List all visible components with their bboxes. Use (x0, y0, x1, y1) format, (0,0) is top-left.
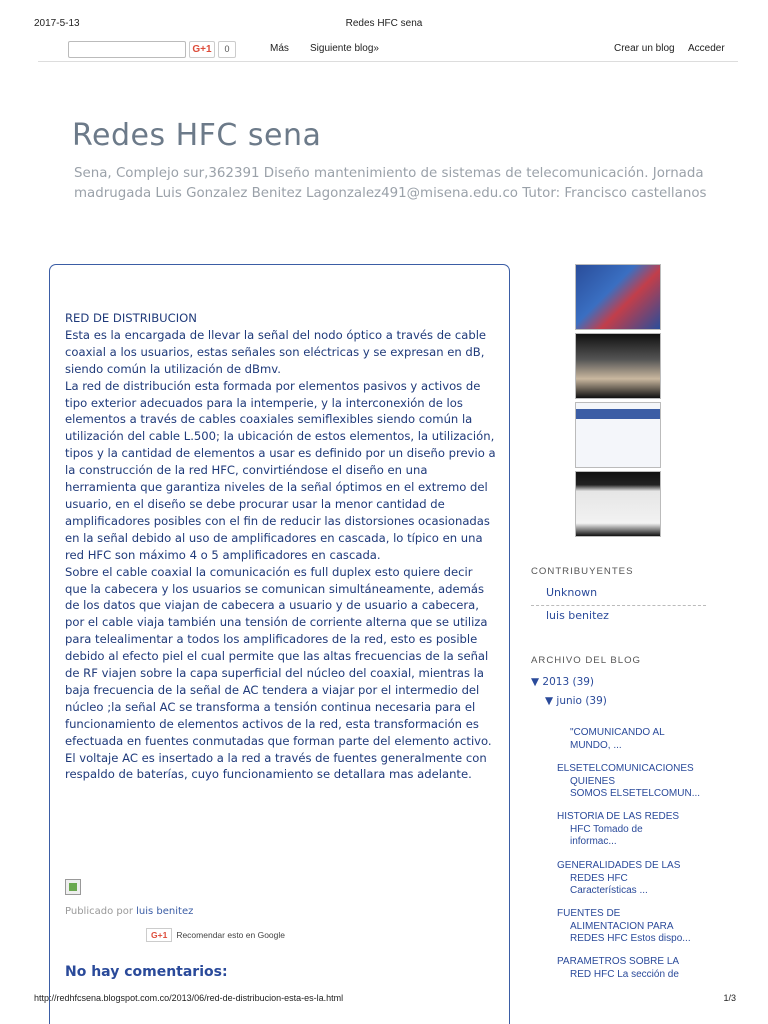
post-heading: RED DE DISTRIBUCION (65, 311, 197, 325)
recommend-text: Recomendar esto en Google (176, 930, 285, 940)
author-link[interactable]: luis benitez (136, 906, 194, 917)
archive-post-line: RED HFC La sección de (570, 968, 679, 980)
archive-post-line: SOMOS ELSETELCOMUN... (570, 788, 701, 800)
thumbnail-image[interactable] (575, 471, 661, 537)
archive-post-line: informac... (570, 836, 617, 848)
archive-post-line: FUENTES DE (557, 908, 621, 919)
next-blog-link[interactable]: Siguiente blog» (310, 43, 379, 54)
share-bar (146, 928, 285, 942)
search-input[interactable] (68, 41, 186, 58)
post-paragraph: Sobre el cable coaxial la comunicación es full duplex esto quiere decir que la cabecera y los usuarios se comunican simultáneamente, además de los datos que viajan de cabecera a usuario y de usuario a cabecera, por el cable viaja también una tensión de corriente alterna que se utiliza para telealimentar a todos los amplificadores de la red, esto es posible debido al efecto piel el cual permite que las altas frecuencias de la señal de RF viajen sobre la capa superficial del núcleo del coaxial, mientras la baja frecuencia de la señal de AC tendera a viajar por el intermedio del núcleo ;la señal AC se transforma a tensión continua necesaria para el funcionamiento de elementos activos de la red, esta transformación es efectuada en fuentes conmutadas que forman parte del elemento activo. El voltaje AC es insertado a la red a través de fuentes generalmente con respaldo de baterías, cuyo funcionamiento se detallara mas adelante. (65, 564, 492, 782)
blog-description: Sena, Complejo sur,362391 Diseño mantenimiento de sistemas de telecomunicación. Jornada madrugada Luis Gonzalez Benitez Lagonzalez491@misena.edu.co Tutor: Francisco castellanos (74, 166, 707, 201)
more-link[interactable]: Más (270, 43, 289, 54)
gplus-count: 0 (218, 41, 236, 58)
archive-post-line: "COMUNICANDO AL (570, 727, 665, 738)
gplus-button[interactable]: G+1 (189, 41, 215, 58)
divider (531, 605, 706, 606)
print-date: 2017-5-13 (34, 18, 80, 29)
archive-post-link[interactable] (557, 811, 707, 849)
archive-post-line: Características ... (570, 885, 648, 897)
archive-post-link[interactable] (557, 763, 707, 801)
blog-title[interactable]: Redes HFC sena (72, 118, 322, 153)
post-paragraph: Esta es la encargada de llevar la señal del nodo óptico a través de cable coaxial a los usuarios, estas señales son eléctricas y se expresan en dB, siendo común la utilización de dBmv. (65, 327, 487, 376)
archive-post-line: ALIMENTACION PARA (570, 920, 674, 932)
broken-image-icon (65, 879, 81, 895)
archive-post-line: HISTORIA DE LAS REDES (557, 811, 680, 822)
comments-heading: No hay comentarios: (65, 964, 228, 980)
contributors-title: CONTRIBUYENTES (531, 566, 634, 577)
archive-post-line: PARAMETROS SOBRE LA (557, 956, 680, 967)
archive-post-line: HFC Tomado de (570, 823, 643, 835)
post-footer (65, 906, 193, 917)
archive-post-line: REDES HFC (570, 872, 628, 884)
contributor-link[interactable]: Unknown (546, 586, 598, 599)
popular-posts-thumbnails (575, 264, 661, 540)
archive-post-link[interactable] (557, 908, 707, 946)
archive-post-link[interactable] (557, 956, 707, 981)
blogger-navbar (38, 40, 738, 62)
print-url: http://redhfcsena.blogspot.com.co/2013/06/red-de-distribucion-esta-es-la.html (34, 993, 344, 1003)
print-title: Redes HFC sena (345, 18, 423, 29)
thumbnail-image[interactable] (575, 264, 661, 330)
sign-in-link[interactable]: Acceder (688, 43, 725, 54)
create-blog-link[interactable]: Crear un blog (614, 43, 675, 54)
published-label: Publicado por (65, 906, 133, 917)
print-page-number: 1/3 (723, 993, 736, 1003)
post-paragraph: La red de distribución esta formada por elementos pasivos y activos de tipo exterior adecuados para la intemperie, y la interconexión de los elementos a través de cables coaxiales semiflexibles siendo común la utilización del cable L.500; la ubicación de estos elementos, la utilización, tipos y la cantidad de elementos a usar es definido por un diseño previo a la construcción de la red HFC, convirtiéndose el diseño en una herramienta que garantiza niveles de la señal óptimos en el extremo del usuario, en el diseño se debe procurar usar la menor cantidad de amplificadores posibles con el fin de reducir las distorsiones ocasionadas en la señal debido al uso de amplificadores en cascada, lo típico en una red HFC son máximo 4 o 5 amplificadores en cascada. (65, 378, 496, 562)
archive-post-link[interactable] (557, 727, 707, 752)
thumbnail-image[interactable] (575, 333, 661, 399)
gplus-share-button[interactable]: G+1 (146, 928, 172, 942)
archive-post-link[interactable] (557, 860, 707, 898)
contributor-link[interactable]: luis benitez (546, 609, 609, 622)
archive-post-line: MUNDO, ... (570, 739, 622, 751)
archive-post-line: GENERALIDADES DE LAS (557, 860, 681, 871)
archive-post-line: QUIENES (570, 775, 616, 787)
archive-year-toggle[interactable]: ▼ 2013 (39) (531, 676, 595, 688)
archive-title: ARCHIVO DEL BLOG (531, 655, 642, 666)
archive-post-line: ELSETELCOMUNICACIONES (557, 763, 694, 774)
archive-month-toggle[interactable]: ▼ junio (39) (545, 695, 607, 707)
post-body (65, 310, 497, 783)
archive-post-line: REDES HFC Estos dispo... (570, 933, 691, 945)
thumbnail-image[interactable] (575, 402, 661, 468)
